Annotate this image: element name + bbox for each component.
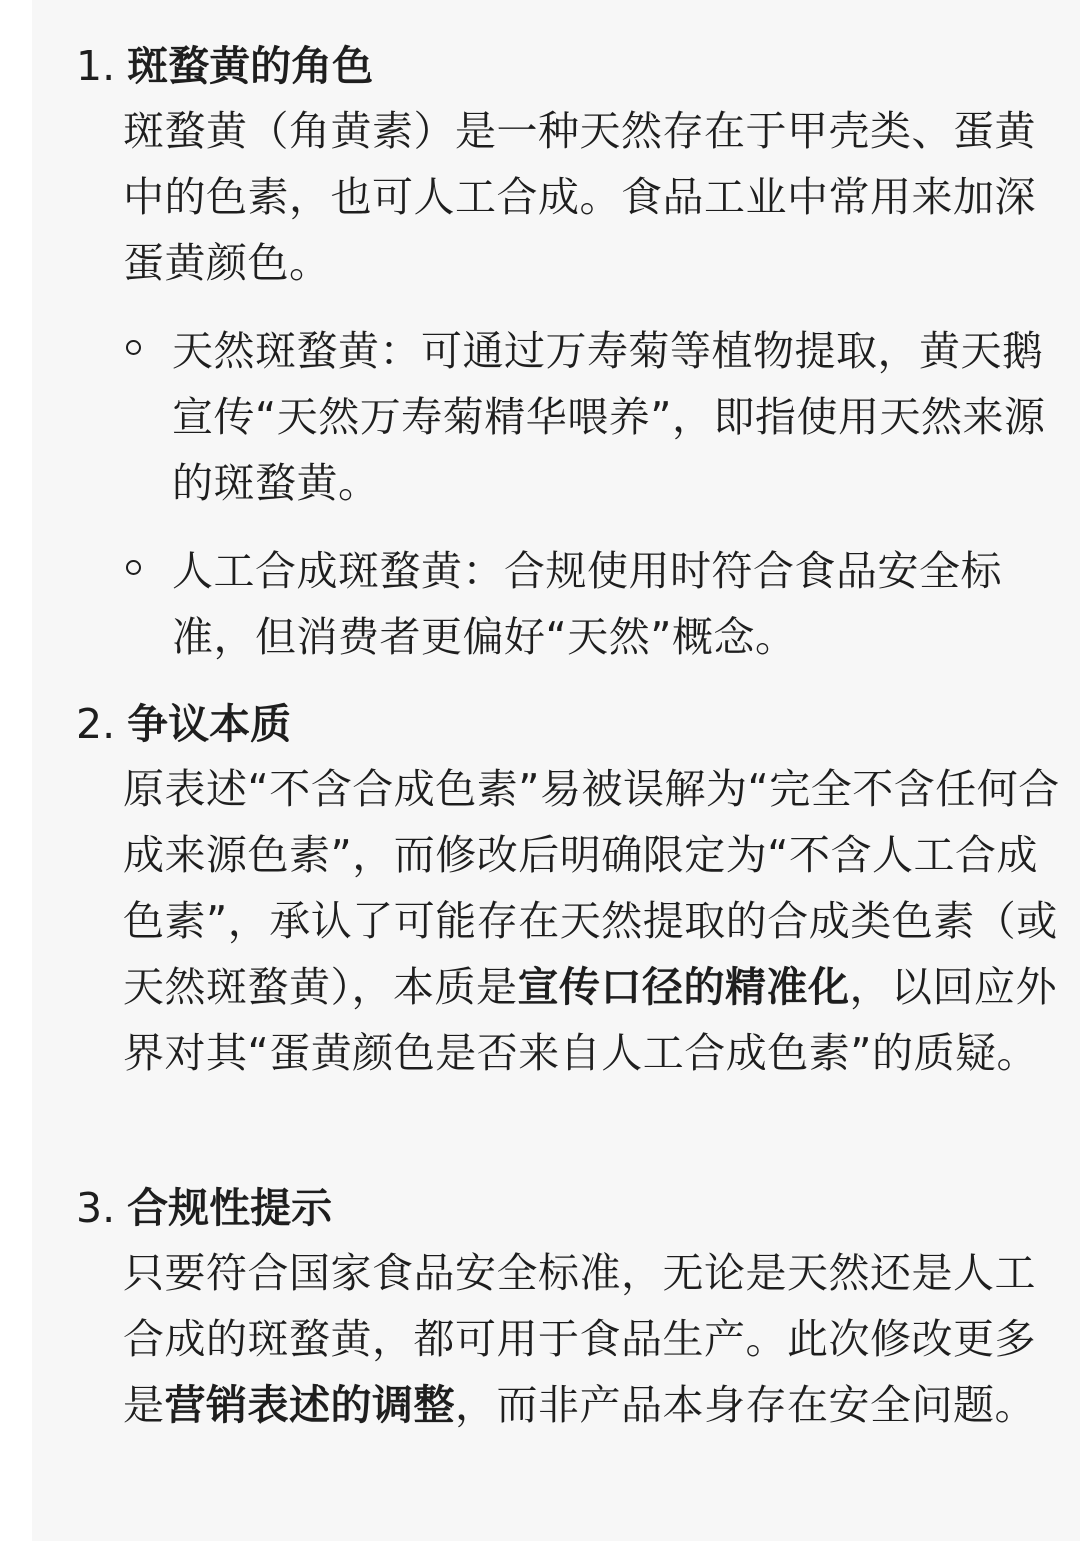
emphasis-text: 宣传口径的精准化 [517,963,850,1011]
section-title: 争议本质 [127,700,292,748]
paragraph-text: 只要符合国家食品安全标准，无论是天然还是人工合成的斑蝥黄，都可用于食品生产。此次修改更多是 [123,1249,1036,1429]
section-paragraph [123,756,1063,1086]
section-number: 3. [76,1184,116,1232]
answer-card [32,0,1080,1541]
section-title: 合规性提示 [127,1184,333,1232]
section-title: 斑蝥黄的角色 [127,42,374,90]
paragraph-text: 原表述“不含合成色素”易被误解为“完全不含任何合成来源色素”，而修改后明确限定为“不含人工合成色素”，承认了可能存在天然提取的合成类色素（或天然斑蝥黄），本质是 [123,765,1060,1011]
hollow-circle-bullet-icon [126,560,141,575]
section-heading-1 [76,44,373,88]
paragraph-text: ，而非产品本身存在安全问题。 [455,1381,1036,1429]
section-paragraph [123,1240,1063,1438]
list-item-text: 天然斑蝥黄：可通过万寿菊等植物提取，黄天鹅宣传“天然万寿菊精华喂养”，即指使用天然来源的斑蝥黄。 [172,327,1046,507]
section-paragraph: 斑蝥黄（角黄素）是一种天然存在于甲壳类、蛋黄中的色素，也可人工合成。食品工业中常用来加深蛋黄颜色。 [123,107,1036,287]
hollow-circle-bullet-icon [126,340,141,355]
emphasis-text: 营销表述的调整 [164,1381,455,1429]
section-number: 1. [76,42,116,90]
section-heading-2 [76,702,291,746]
section-number: 2. [76,700,116,748]
paragraph-text: ，以回应外界对其“蛋黄颜色是否来自人工合成色素”的质疑。 [123,963,1057,1077]
section-heading-3 [76,1186,332,1230]
list-item-text: 人工合成斑蝥黄：合规使用时符合食品安全标准，但消费者更偏好“天然”概念。 [172,547,1002,661]
